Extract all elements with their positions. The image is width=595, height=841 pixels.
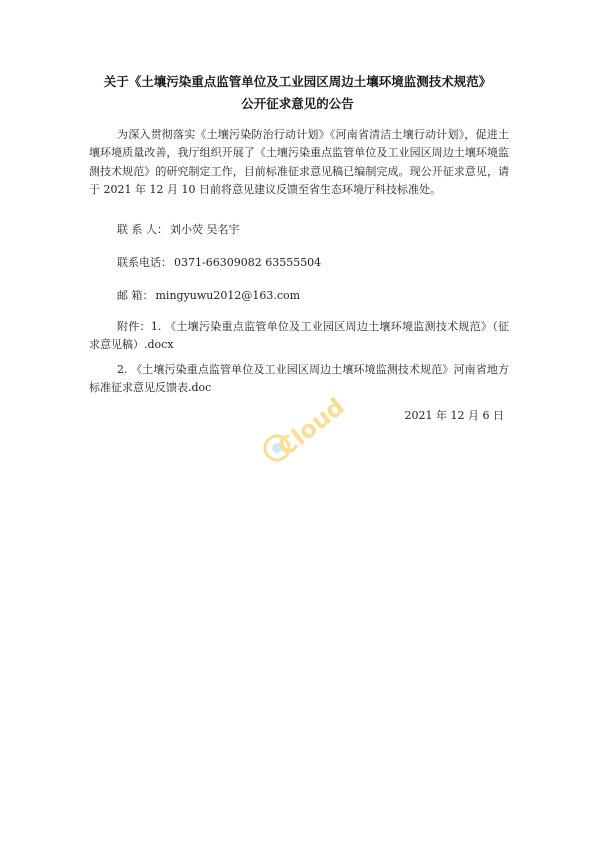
contact-email-label: 邮 箱：: [117, 289, 154, 302]
contact-person-value: 刘小荧 吴名宇: [170, 223, 240, 236]
document-date: 2021 年 12 月 6 日: [404, 409, 504, 422]
attachment-item-1: 附件：1. 《土壤污染重点监管单位及工业园区周边土壤环境监测技术规范》（征求意见稿）.docx: [89, 320, 509, 352]
contact-phone-line: [89, 254, 537, 271]
intro-paragraph: 为深入贯彻落实《土壤污染防治行动计划》《河南省清洁土壤行动计划》，促进土壤环境质量改善，我厅组织开展了《土壤污染重点监管单位及工业园区周边土壤环境监测技术规范》的研究制定工作，目前标准征求意见稿已编制完成。现公开征求意见，请于 2021 年 12 月 10 日前将意见建议反馈至省生态环境厅科技标准处。: [89, 128, 509, 196]
contact-person-line: [89, 221, 537, 238]
attachment-item-2: 2. 《土壤污染重点监管单位及工业园区周边土壤环境监测技术规范》河南省地方标准征求意见反馈表.doc: [89, 363, 509, 395]
contact-email-line: [89, 287, 537, 304]
announcement-subtitle: 公开征求意见的公告: [241, 96, 354, 111]
contact-person-label: 联 系 人：: [117, 223, 168, 236]
cloud-watermark-logo: [255, 378, 355, 468]
contact-email-value: mingyuwu2012@163.com: [155, 289, 301, 302]
watermark-text: Cloud: [272, 392, 350, 462]
announcement-title: 关于《土壤污染重点监管单位及工业园区周边土壤环境监测技术规范》: [103, 74, 492, 89]
contact-phone-value: 0371-66309082 63555504: [174, 256, 322, 269]
contact-phone-label: 联系电话：: [117, 256, 172, 269]
